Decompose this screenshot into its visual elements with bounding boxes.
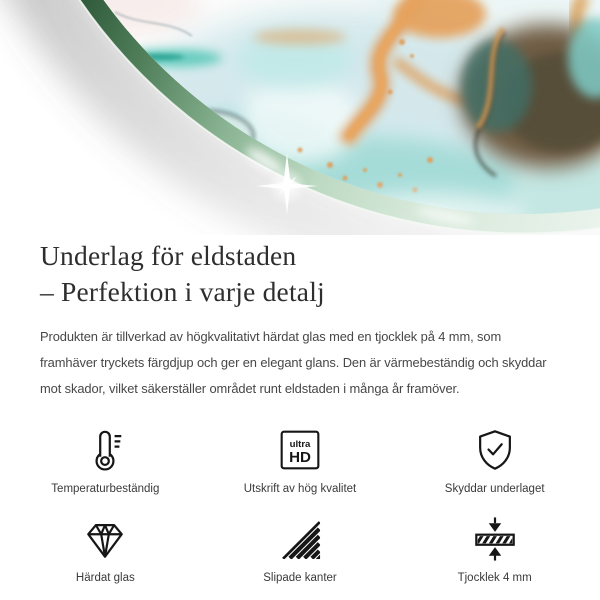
title-line-2: – Perfektion i varje detalj [40, 276, 325, 307]
feature-thickness [397, 515, 592, 584]
feature-label: Utskrift av hög kvalitet [243, 483, 357, 495]
ultra-hd-icon-text-top: ultra [289, 438, 311, 450]
feature-label: Skyddar underlaget [444, 483, 545, 495]
feature-tempered-glass [8, 515, 203, 584]
description-block [0, 238, 600, 402]
glass-panel-photo [0, 0, 600, 235]
feature-temperature [8, 426, 203, 495]
thickness-icon [472, 515, 518, 563]
diamond-icon [82, 515, 128, 563]
ultra-hd-icon-text-bottom: HD [289, 448, 311, 466]
feature-grid [0, 426, 600, 584]
bevel-edges-icon [278, 515, 322, 563]
feature-polished-edges [203, 515, 398, 584]
title-line-1: Underlag för eldstaden [40, 240, 297, 271]
feature-protection [397, 426, 592, 495]
page-title [40, 238, 560, 310]
feature-label: Slipade kanter [263, 572, 337, 584]
intro-paragraph: Produkten är tillverkad av högkvalitativt härdat glas med en tjocklek på 4 mm, som framhäver tryckets färgdjup och ger en elegant glans. Den är värmebeständig och skyddar mot skador, vilket säkerställer området runt eldstaden i många år framöver. [40, 329, 547, 396]
feature-label: Härdat glas [75, 572, 135, 584]
feature-print-quality [203, 426, 398, 495]
product-image [0, 0, 600, 235]
shield-check-icon [472, 426, 518, 474]
feature-label: Tjocklek 4 mm [457, 572, 532, 584]
thermometer-icon [82, 426, 128, 474]
ultra-hd-icon [278, 426, 322, 474]
feature-label: Temperaturbeständig [51, 483, 160, 495]
